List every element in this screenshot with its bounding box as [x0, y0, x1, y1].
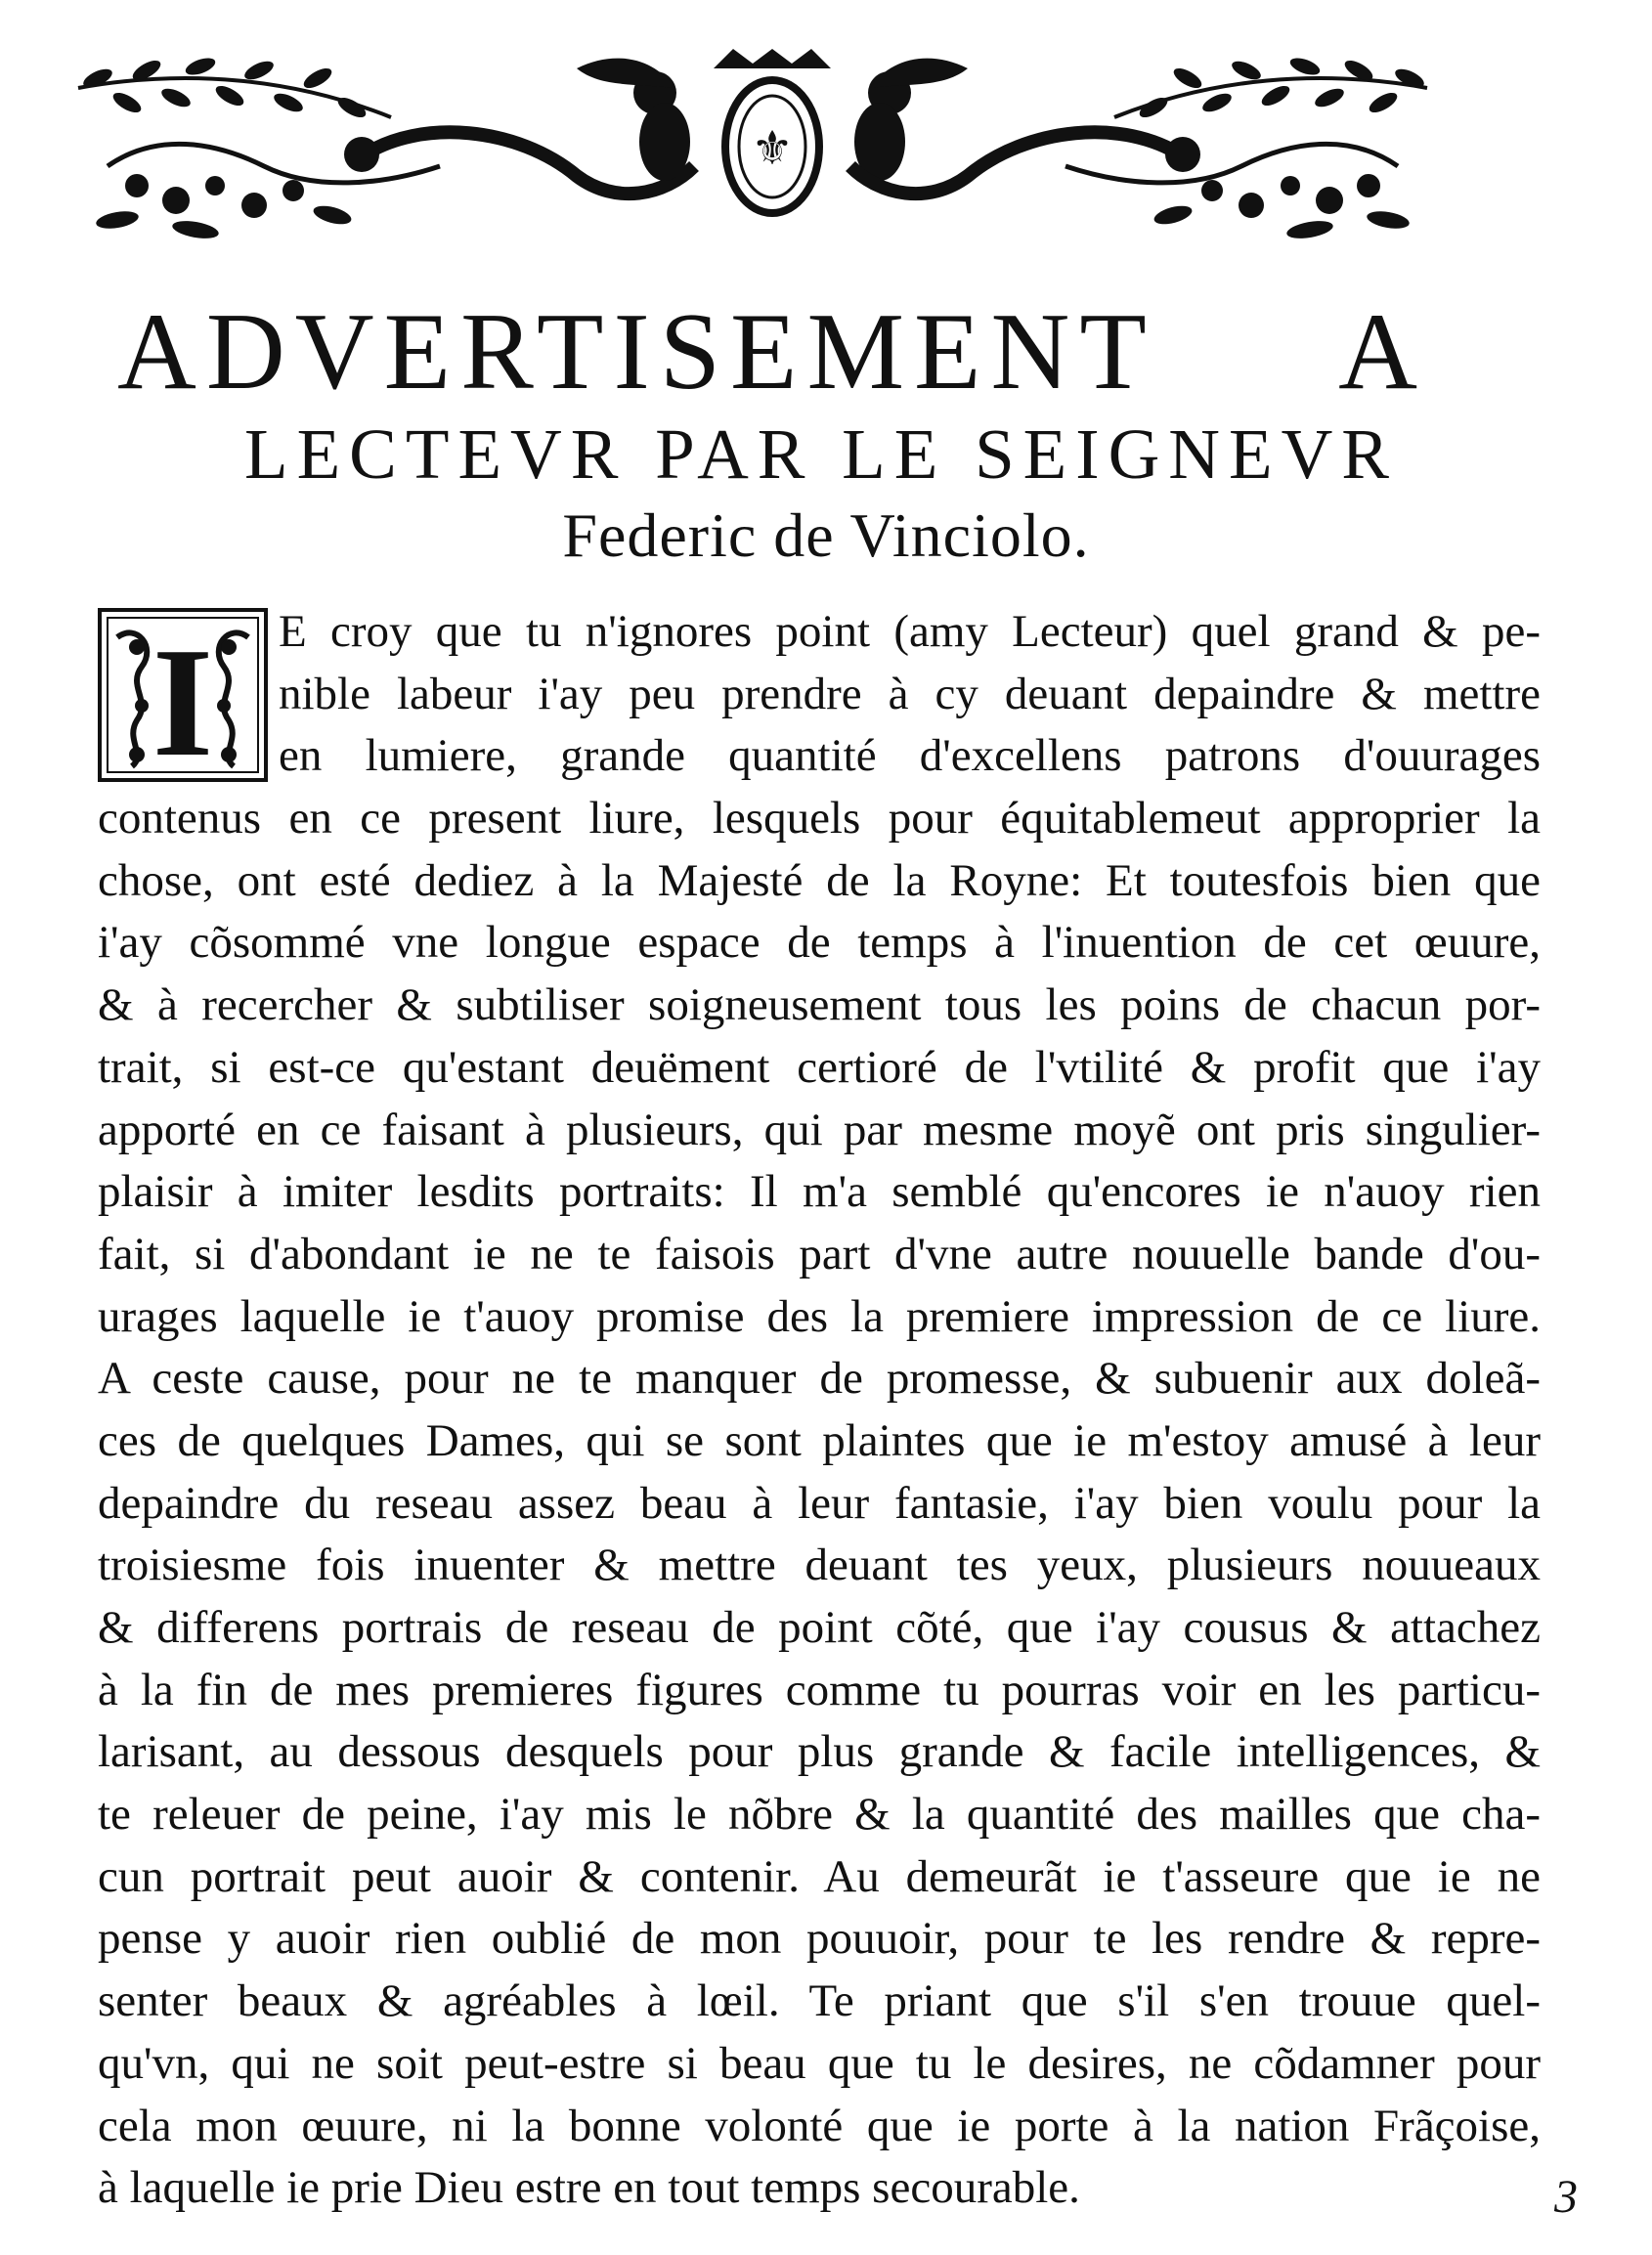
text-line: pense y auoir rien oublié de mon pouuoir, pour te les rendre & repre- [98, 1913, 1541, 1965]
text-line: chose, ont esté dediez à la Majesté de la Royne: Et toutesfois bien que [98, 854, 1541, 906]
text-line: apporté en ce faisant à plusieurs, qui par mesme moyẽ ont pris singulier- [98, 1104, 1541, 1155]
text-line: cela mon œuure, ni la bonne volonté que ie porte à la nation Frãçoise, [98, 2100, 1541, 2151]
text-line: contenus en ce present liure, lesquels pour équitablemeut approprier la [98, 793, 1541, 845]
text-line: senter beaux & agréables à lœil. Te priant que s'il s'en trouue quel- [98, 1975, 1541, 2027]
svg-text:⚜: ⚜ [751, 121, 794, 176]
headpiece-ornament-icon [68, 49, 1437, 244]
text-line: troisiesme fois inuenter & mettre deuant tes yeux, plusieurs nouueaux [98, 1539, 1541, 1591]
text-line: urages laquelle ie t'auoy promise des la premiere impression de ce liure. [98, 1290, 1541, 1342]
text-line: depaindre du reseau assez beau à leur fantasie, i'ay bien voulu pour la [98, 1477, 1541, 1529]
text-line: te releuer de peine, i'ay mis le nõbre & la quantité des mailles que cha- [98, 1789, 1541, 1841]
text-line: A ceste cause, pour ne te manquer de promesse, & subuenir aux doleã- [98, 1353, 1541, 1405]
title-line-3-author: Federic de Vinciolo. [562, 500, 1090, 570]
title-line-1: ADVERTISEMENT A [117, 291, 1427, 412]
text-line: cun portrait peut auoir & contenir. Au demeurãt ie t'asseure que ie ne [98, 1850, 1541, 1902]
body-text [98, 601, 1541, 2220]
text-line: nible labeur i'ay peu prendre à cy deuant depaindre & mettre [279, 668, 1541, 719]
text-line: fait, si d'abondant ie ne te faisois part d'vne autre nouuelle bande d'ou- [98, 1228, 1541, 1279]
text-line: i'ay cõsommé vne longue espace de temps à l'inuention de cet œuure, [98, 917, 1541, 969]
text-line: à laquelle ie prie Dieu estre en tout temps secourable. [98, 2162, 1080, 2214]
text-line: en lumiere, grande quantité d'excellens patrons d'ouurages [279, 730, 1541, 782]
text-line: ces de quelques Dames, qui se sont plaintes que ie m'estoy amusé à leur [98, 1414, 1541, 1466]
text-line: à la fin de mes premieres figures comme tu pourras voir en les particu- [98, 1664, 1541, 1715]
text-line: & differens portrais de reseau de point cõté, que i'ay cousus & attachez [98, 1602, 1541, 1653]
title-line-2: LECTEVR PAR LE SEIGNEVR [244, 414, 1398, 494]
text-line: qu'vn, qui ne soit peut-estre si beau que tu le desires, ne cõdamner pour [98, 2037, 1541, 2089]
drop-cap-letter: I [152, 615, 214, 782]
text-line: & à recercher & subtiliser soigneusement tous les poins de chacun por- [98, 979, 1541, 1031]
text-line: plaisir à imiter lesdits portraits: Il m'a semblé qu'encores ie n'auoy rien [98, 1166, 1541, 1218]
page-number: 3 [1554, 2171, 1578, 2223]
text-line: larisant, au dessous desquels pour plus grande & facile intelligences, & [98, 1726, 1541, 1778]
text-line: trait, si est-ce qu'estant deuëment certioré de l'vtilité & profit que i'ay [98, 1041, 1541, 1093]
text-line: E croy que tu n'ignores point (amy Lecteur) quel grand & pe- [279, 606, 1541, 657]
